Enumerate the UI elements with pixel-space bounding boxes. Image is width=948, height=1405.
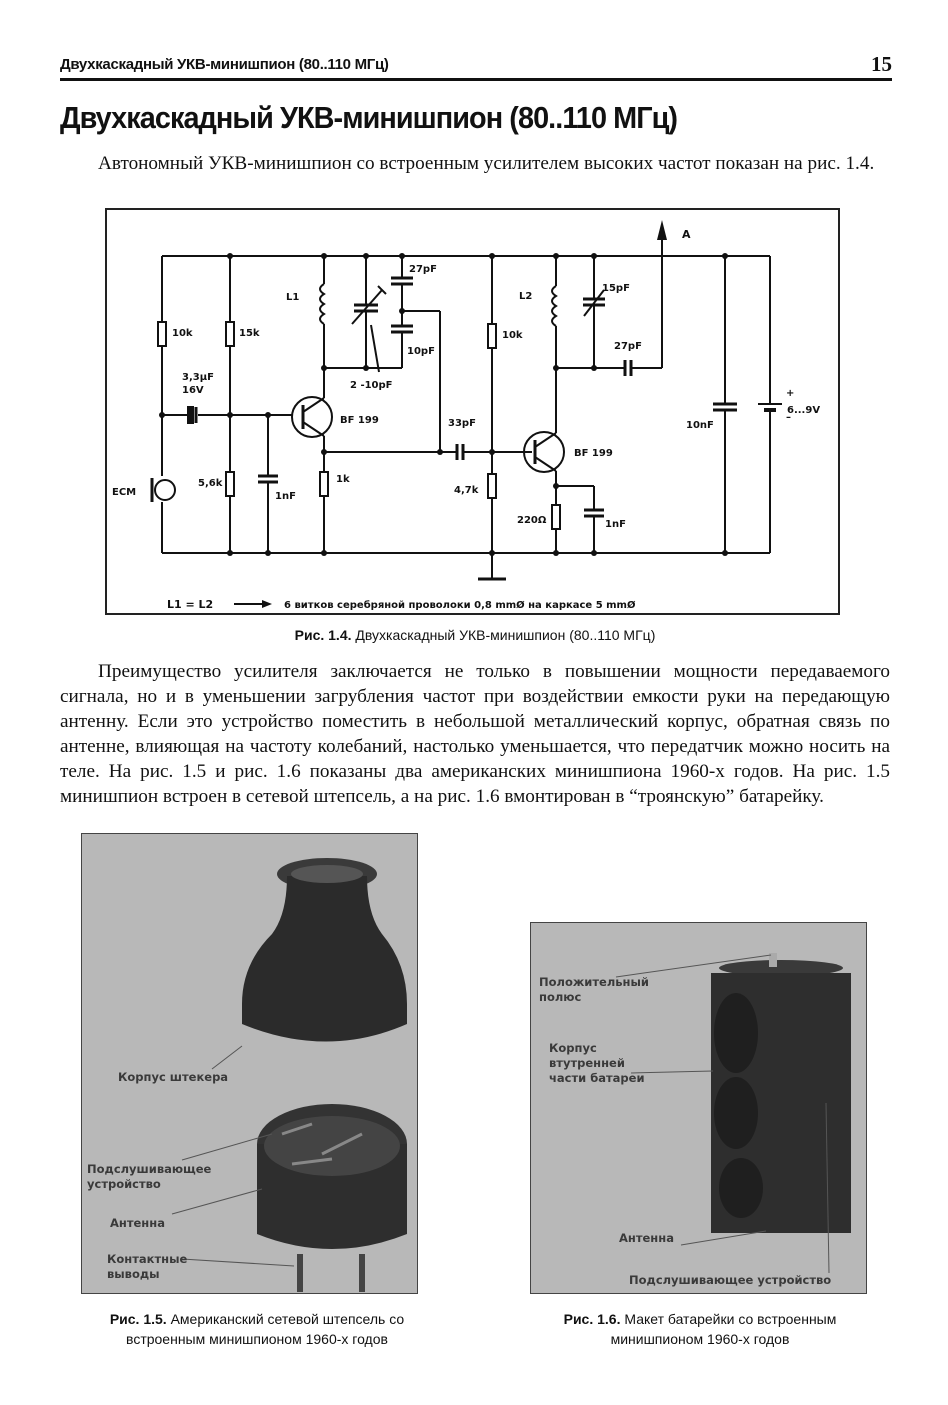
- label-plug-body: Корпус штекера: [118, 1070, 229, 1084]
- caption-label: Рис. 1.5.: [109, 1311, 167, 1327]
- label-r7: 220Ω: [517, 515, 547, 526]
- label-q1: BF 199: [340, 415, 379, 426]
- caption-label: Рис. 1.6.: [563, 1311, 621, 1327]
- label-cv2: 15pF: [602, 283, 630, 294]
- label-r3: 5,6k: [198, 478, 223, 489]
- label-c2: 27pF: [409, 264, 437, 275]
- label-r2: 15k: [239, 328, 260, 339]
- label-c7: 10nF: [686, 420, 714, 431]
- label-l2: L2: [519, 291, 533, 302]
- label-cv1: 2 -10pF: [350, 380, 393, 391]
- caption-line1: Макет батарейки со встроенным: [620, 1311, 837, 1327]
- label-inner-casing: Корпус втутренней части батареи: [549, 1041, 645, 1085]
- caption-text: Двухкаскадный УКВ-минишпион (80..110 МГц): [351, 627, 656, 643]
- label-r5: 10k: [502, 330, 523, 341]
- body-paragraph: [60, 659, 890, 809]
- label-contacts: Контактные выводы: [107, 1252, 188, 1281]
- label-antenna: Антенна: [619, 1231, 674, 1245]
- schematic-drawing: [107, 210, 838, 613]
- intro-paragraph: [60, 151, 890, 176]
- figure-1-6-photo: [530, 922, 867, 1294]
- label-bug-device: Подслушивающее устройство: [87, 1162, 212, 1191]
- coil-note-lhs: L1 = L2: [167, 598, 214, 611]
- caption-line1: Американский сетевой штепсель со: [166, 1311, 405, 1327]
- figure-1-5-caption: [62, 1309, 452, 1349]
- label-mic: ECM: [112, 487, 137, 498]
- label-minus: –: [786, 412, 791, 423]
- coil-note-rhs: 6 витков серебряной проволоки 0,8 mmØ на каркасе 5 mmØ: [284, 600, 636, 611]
- label-c-in-voltage: 16V: [182, 385, 204, 396]
- intro-text: Автономный УКВ-минишпион со встроенным усилителем высоких частот показан на рис. 1.4.: [98, 153, 875, 174]
- section-title: Двухкаскадный УКВ-минишпион (80..110 МГц): [60, 100, 678, 135]
- label-antenna: Антенна: [110, 1216, 165, 1230]
- figure-1-5-photo: [81, 833, 418, 1294]
- label-r6: 4,7k: [454, 485, 479, 496]
- label-antenna: A: [682, 228, 691, 241]
- caption-label: Рис. 1.4.: [294, 627, 352, 643]
- label-plus: +: [786, 388, 795, 399]
- running-header: [60, 52, 892, 81]
- label-l1: L1: [286, 292, 300, 303]
- label-battery: 6...9V: [787, 405, 821, 416]
- label-c1: 1nF: [275, 491, 296, 502]
- label-r4: 1k: [336, 474, 350, 485]
- label-r1: 10k: [172, 328, 193, 339]
- label-c6: 1nF: [605, 519, 626, 530]
- label-positive-pole: Положительный полюс: [539, 975, 649, 1004]
- figure-1-6-caption: [510, 1309, 890, 1349]
- label-c3: 10pF: [407, 346, 435, 357]
- label-c-in: 3,3μF: [182, 372, 214, 383]
- figure-1-4-caption: [60, 627, 890, 643]
- body-text: Преимущество усилителя заключается не только в повышении мощности передаваемого сигнала, но и в уменьшении загрубления частот при воздействии емкости руки на передающую антенну. Если это устройство поместить в небольшой металлический корпус, обратная связь по антенне, влияющая на частоту колебаний, настолько уменьшается, что передатчик можно носить на теле. На рис. 1.5 и рис. 1.6 показаны два американских минишпиона 1960-х годов. На рис. 1.5 минишпион встроен в сетевой штепсель, а на рис. 1.6 вмонтирован в “троянскую” батарейку.: [60, 661, 890, 807]
- page-number: 15: [871, 52, 892, 76]
- circuit-schematic: [105, 208, 840, 615]
- label-c5: 27pF: [614, 341, 642, 352]
- label-c4: 33pF: [448, 418, 476, 429]
- running-title: Двухкаскадный УКВ-минишпион (80..110 МГц): [60, 56, 389, 73]
- label-bug-device: Подслушивающее устройство: [629, 1273, 832, 1287]
- caption-line2: встроенным минишпионом 1960-х годов: [126, 1331, 388, 1347]
- caption-line2: минишпионом 1960-х годов: [610, 1331, 790, 1347]
- label-q2: BF 199: [574, 448, 613, 459]
